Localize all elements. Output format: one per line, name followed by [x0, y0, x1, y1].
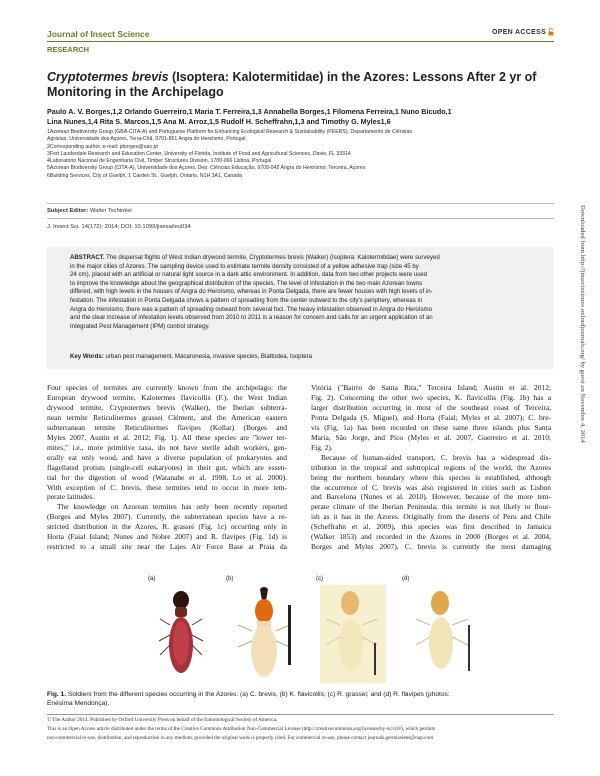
corresponding-author: 2Corresponding author, e-mail: pborges@uac.pt	[47, 143, 158, 150]
divider	[47, 218, 554, 219]
body-line: The knowledge on Azorean termites has only been recently reported	[57, 502, 287, 512]
body-line: European drywood termite, Kalotermes flavicollis (F.), the West Indian	[47, 392, 287, 402]
caption-label: Fig. 1.	[47, 691, 67, 698]
body-line: Borges and Myles 2007). C. brevis is currently the most damaging	[311, 542, 551, 552]
body-line: restricted to a small site near the Lajes Air Force Base at Praia da	[47, 542, 287, 552]
abstract	[70, 254, 532, 331]
body-line: and Barcelona (Nunes et al. 2010). However, because of the more tem-	[311, 492, 551, 502]
title-species: Cryptotermes brevis	[47, 70, 169, 84]
download-note[interactable]: Downloaded from http://jinsectscience.oxfordjournals.org/ by guest on November 4, 2014	[579, 205, 586, 443]
panel-label: (b)	[226, 576, 234, 582]
figure-panel-d	[398, 578, 482, 680]
affiliation-line: 5Azorean Biodiversity Group (CITA-A), Universidade dos Açores, Dep. Ciências Educação, 9700-042 Angra do Heroísmo, Terceira, Açores	[47, 165, 366, 172]
body-line: erally eat only wood, and have a diverse population of prokaryotes and	[47, 452, 287, 462]
copyright-line: © The Author 2014. Published by Oxford University Press on behalf of the Entomological Society of America.	[47, 717, 278, 723]
header-rule	[47, 41, 554, 42]
abstract-line: in the major cities of Azores. The sampling device used to estimate termite density consisted of a yellow adhesive trap (size 45 by	[70, 262, 419, 270]
panel-label: (c)	[316, 576, 323, 582]
affiliation-line: 3Fort Lauderdale Research and Education Center, University of Florida, Institute of Food and Agricultural Sciences, Davie, FL 33314	[47, 150, 351, 157]
body-line: vis (Fig. 1a) has been recorded on these same three islands plus Santa	[311, 422, 551, 432]
body-line: ish as it has in the Azores. Originally from the deserts of Peru and Chile	[311, 512, 551, 522]
body-line: With exception of C. brevis, these termites tend to occur in more tem-	[47, 482, 287, 492]
termite-photo-r-grassei	[320, 585, 386, 683]
section-label: RESEARCH	[47, 45, 90, 54]
keywords-text: urban pest management, Macaronesia, invasive species, Blattodea, Isoptera	[103, 353, 313, 360]
subject-editor-label: Subject Editor:	[47, 208, 89, 214]
body-line: tial for the digestion of wood (Watanabe et al. 1998, Lo et al. 2000).	[47, 472, 287, 482]
journal-name: Journal of Insect Science	[47, 29, 150, 39]
open-access-label: OPEN ACCESS	[492, 28, 546, 36]
body-line: (Walker 1853) and recorded in the Azores in 2000 (Borges et al. 2004,	[311, 532, 551, 542]
body-line: Myles 2007, Austin et al. 2012; Fig. 1). All these species are "lower ter-	[47, 432, 287, 442]
termite-photo-r-flavipes	[406, 585, 480, 683]
abstract-text: The dispersal flights of West Indian drywood termite, Cryptotermes brevis (Walker) (Isoptera: Kalotermitidae) were surveyed	[106, 254, 440, 261]
figure-panel-c	[316, 578, 388, 680]
body-line: stricted distribution in the Azores, R. grassei (Fig. 1c) occurring only in	[47, 522, 287, 532]
termite-photo-k-flavicollis	[230, 585, 300, 683]
caption-line: Enésima Mendonça).	[47, 700, 110, 707]
body-line: perate climate of the Iberian Peninsula, this termite is not likely to flour-	[311, 502, 551, 512]
body-line: Horta (Faial Island; Nunes and Nobre 2007) and R. flavipes (Fig. 1d) is	[47, 532, 287, 542]
body-line: (Scheffrahn et al. 2009), this species was first described in Jamaica	[311, 522, 551, 532]
subject-editor	[47, 208, 132, 214]
title-rest: (Isoptera: Kalotermitidae) in the Azores: Lessons After 2 yr of Monitoring in the Archipelago	[47, 70, 537, 99]
author-line: Paulo A. V. Borges,1,2 Orlando Guerreiro,1 Maria T. Ferreira,1,3 Annabella Borges,1 Filomena Ferreira,1 Nuno Bicudo,1	[47, 107, 452, 116]
affiliation-line: 1Azorean Biodiversity Group (GBA-CITA-A) and Portuguese Platform for Enhancing Ecological Research & Sustainability (PEERS), Departamento de Ciências	[47, 129, 412, 135]
abstract-line: festation. The infestation in Ponta Delgada shows a pattern of spreading from the center outward to the city's periphery, whereas in	[70, 296, 423, 304]
author-line: Lina Nunes,1,4 Rita S. Marcos,1,5 Ana M. Arroz,1,5 Rudolf H. Scheffrahn,1,3 and Timothy G. Myles1,6	[47, 117, 391, 126]
body-column-left	[47, 383, 287, 552]
caption-line	[47, 690, 553, 699]
body-line: flagellated protists (single-cell eukaryotes) in their gut, which are essen-	[47, 462, 287, 472]
body-line: Ponta Delgada (S. Miguel), and Horta (Faial; Myles et al. 2007); C. bre-	[311, 412, 551, 422]
body-line: subterranean termite Reticulitermes flavipes (Kollar) (Borges and	[47, 422, 287, 432]
body-line: Vitória ("Bairro de Santa Rita," Terceira Island; Austin et al. 2012;	[311, 383, 551, 392]
subject-editor-name: Walter Tschinkel	[88, 208, 132, 214]
termite-photo-c-brevis	[156, 585, 206, 683]
panel-label: (a)	[148, 576, 156, 582]
figure-panel-b	[226, 578, 306, 680]
citation: J. Insect Sci. 14(172): 2014; DOI: 10.1093/jisesa/ieu034	[47, 224, 191, 230]
caption-text: Soldiers from the different species occurring in the Azores: (a) C. brevis, (b) K. flavicollis; (c) R. grassei; and (d) R. flavipes (photos:	[66, 691, 450, 698]
body-line: Fig. 2). Concerning the other two species, K. flavicollis (Fig. 1b) has a	[311, 392, 551, 402]
download-sidebar	[577, 205, 587, 625]
body-line: Fig. 2).	[311, 442, 333, 452]
keywords-label: Key Words:	[70, 353, 104, 360]
body-line: the occurrence of C. brevis was also registered in cities such as Lisbon	[311, 482, 551, 492]
license-line: non-commercial re-use, distribution, and reproduction in any medium, provided the original work is properly cited. For commercial re-use, please contact journals.permissions@oup.com	[47, 735, 434, 741]
figure-panel-a	[148, 578, 208, 680]
open-access-badge	[492, 28, 554, 36]
author-list	[47, 107, 547, 127]
affiliation-list	[47, 129, 552, 180]
panel-label: (d)	[402, 576, 410, 582]
body-column-right	[311, 383, 551, 552]
body-line: tribution in the tropical and subtropical regions of the world, the Azores	[311, 462, 551, 472]
abstract-line: Integrated Pest Management (IPM) control strategy.	[70, 322, 210, 330]
body-line: nean termite Reticulitermes grassei Clément, and the American eastern	[47, 412, 287, 422]
abstract-line	[70, 254, 532, 263]
abstract-line: to improve the knowledge about the geographical distribution of the species. The level of infestation in the two main Azorean towns	[70, 279, 423, 287]
body-line: Because of human-aided transport, C. brevis has a widespread dis-	[321, 452, 551, 462]
affiliation-line: 6Building Services, City of Guelph, 1 Carden St., Guelph, Ontario, N1H 3A1, Canada	[47, 172, 242, 179]
body-line: Four species of termites are currently known from the archipelago: the	[47, 383, 287, 392]
body-line: mites," i.e., more primitive taxa, do not have sterile adult workers, gen-	[47, 442, 287, 452]
abstract-line: Angra do Heroísmo, there was a pattern of spreading outward from several foci. The heavy infestation observed in Angra do Heroísmo	[70, 305, 432, 313]
keywords	[70, 353, 532, 360]
body-line: larger distribution occurring in most of the southeast coast of Terceira,	[311, 402, 551, 412]
affiliation-line: Agrárias, Universidade dos Açores, Terra-Chã, 9701-851 Angra do Heroísmo, Portugal	[47, 136, 246, 143]
article-title	[47, 70, 567, 100]
body-line: Maria, São Jorge, and Pico (Myles et al. 2007, Guerreiro et al. 2010;	[311, 432, 551, 442]
figure-caption	[47, 690, 553, 708]
body-line: drywood termite, Cryptotermes brevis (Walker), the Iberian subterra-	[47, 402, 287, 412]
abstract-line: differed, with high levels in the houses of Angra do Heroísmo, whereas in Ponta Delgada, there are fewer houses with high levels of in-	[70, 288, 433, 296]
abstract-line: and the clear increase of infestation levels observed from 2010 to 2011 is a reason for concern and calls for an urgent application of an	[70, 314, 433, 322]
footer-rule	[47, 714, 554, 715]
open-lock-icon	[548, 28, 554, 36]
license-line: This is an Open Access article distributed under the terms of the Creative Commons Attribution Non-Commercial License (http://creativecommons.org/licenses/by-nc/4.0/), which permits	[47, 726, 436, 732]
abstract-line: 24 cm), placed with an artificial or natural light source in a dark attic environment. In addition, data from two other projects were used	[70, 271, 427, 279]
body-line: (Borges and Myles 2007). Currently, the subterranean species have a re-	[47, 512, 287, 522]
affiliation-line: 4Laboratório Nacional de Engenharia Civil, Timber Structures Division, 1700-066 Lisboa, Portugal	[47, 158, 272, 165]
body-line: being the northern boundary where this species is established, although	[311, 472, 551, 482]
body-line: perate latitudes.	[47, 492, 95, 502]
divider	[47, 203, 554, 204]
abstract-label: ABSTRACT.	[70, 254, 105, 261]
